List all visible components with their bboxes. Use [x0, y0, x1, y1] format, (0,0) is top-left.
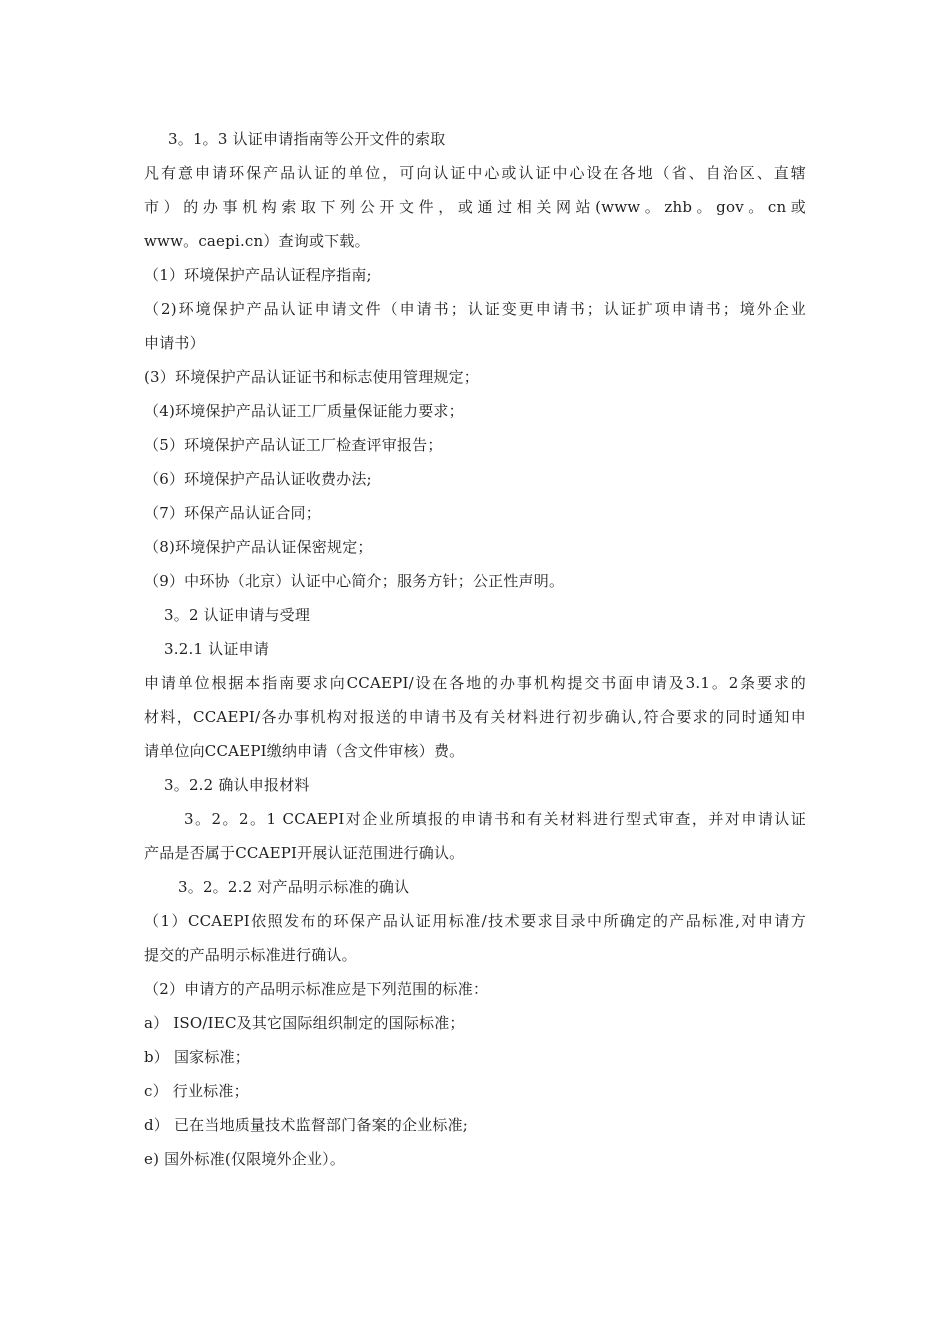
- list-item: d） 已在当地质量技术监督部门备案的企业标准;: [144, 1116, 469, 1134]
- paragraph-line: 市）的办事机构索取下列公开文件，或通过相关网站(www。zhb。gov。cn或: [144, 198, 806, 216]
- paragraph-line: www。caepi.cn）查询或下载。: [144, 232, 370, 250]
- list-item: （9）中环协（北京）认证中心简介；服务方针；公正性声明。: [144, 572, 565, 590]
- heading-3-2: 3。2 认证申请与受理: [164, 606, 311, 624]
- list-item: （7）环保产品认证合同；: [144, 504, 321, 522]
- paragraph-line: 请单位向CCAEPI缴纳申请（含文件审核）费。: [144, 742, 465, 760]
- list-item: (3）环境保护产品认证证书和标志使用管理规定；: [144, 368, 479, 386]
- list-item: a） ISO/IEC及其它国际组织制定的国际标准；: [144, 1014, 465, 1032]
- list-item: （4)环境保护产品认证工厂质量保证能力要求；: [144, 402, 464, 420]
- paragraph-line: 凡有意申请环保产品认证的单位，可向认证中心或认证中心设在各地（省、自治区、直辖: [144, 164, 806, 182]
- list-item: （2)环境保护产品认证申请文件（申请书；认证变更申请书；认证扩项申请书；境外企业: [144, 300, 806, 318]
- list-item-continued: 申请书）: [144, 334, 205, 352]
- paragraph-line: 申请单位根据本指南要求向CCAEPI/设在各地的办事机构提交书面申请及3.1。2条要求的: [144, 674, 806, 692]
- paragraph-line: 3。2。2。1 CCAEPI对企业所填报的申请书和有关材料进行型式审查，并对申请认证: [184, 810, 806, 828]
- paragraph-line: 材料，CCAEPI/各办事机构对报送的申请书及有关材料进行初步确认,符合要求的同时通知申: [144, 708, 806, 726]
- document-body: [144, 122, 806, 1176]
- list-item: c） 行业标准；: [144, 1082, 249, 1100]
- paragraph-line: （2）申请方的产品明示标准应是下列范围的标准：: [144, 980, 489, 998]
- list-item: （8)环境保护产品认证保密规定；: [144, 538, 373, 556]
- list-item: （5）环境保护产品认证工厂检查评审报告；: [144, 436, 443, 454]
- heading-3-2-2-2: 3。2。2.2 对产品明示标准的确认: [178, 878, 410, 896]
- heading-3-2-1: 3.2.1 认证申请: [164, 640, 269, 658]
- list-item: b） 国家标准；: [144, 1048, 250, 1066]
- list-item: （6）环境保护产品认证收费办法;: [144, 470, 372, 488]
- paragraph-line: 产品是否属于CCAEPI开展认证范围进行确认。: [144, 844, 465, 862]
- paragraph-line: （1）CCAEPI依照发布的环保产品认证用标准/技术要求目录中所确定的产品标准,对申请方: [144, 912, 806, 930]
- heading-3-2-2: 3。2.2 确认申报材料: [164, 776, 310, 794]
- list-item: e) 国外标准(仅限境外企业）。: [144, 1150, 346, 1168]
- list-item: （1）环境保护产品认证程序指南;: [144, 266, 372, 284]
- heading-3-1-3: 3。1。3 认证申请指南等公开文件的索取: [168, 130, 446, 148]
- paragraph-line: 提交的产品明示标准进行确认。: [144, 946, 357, 964]
